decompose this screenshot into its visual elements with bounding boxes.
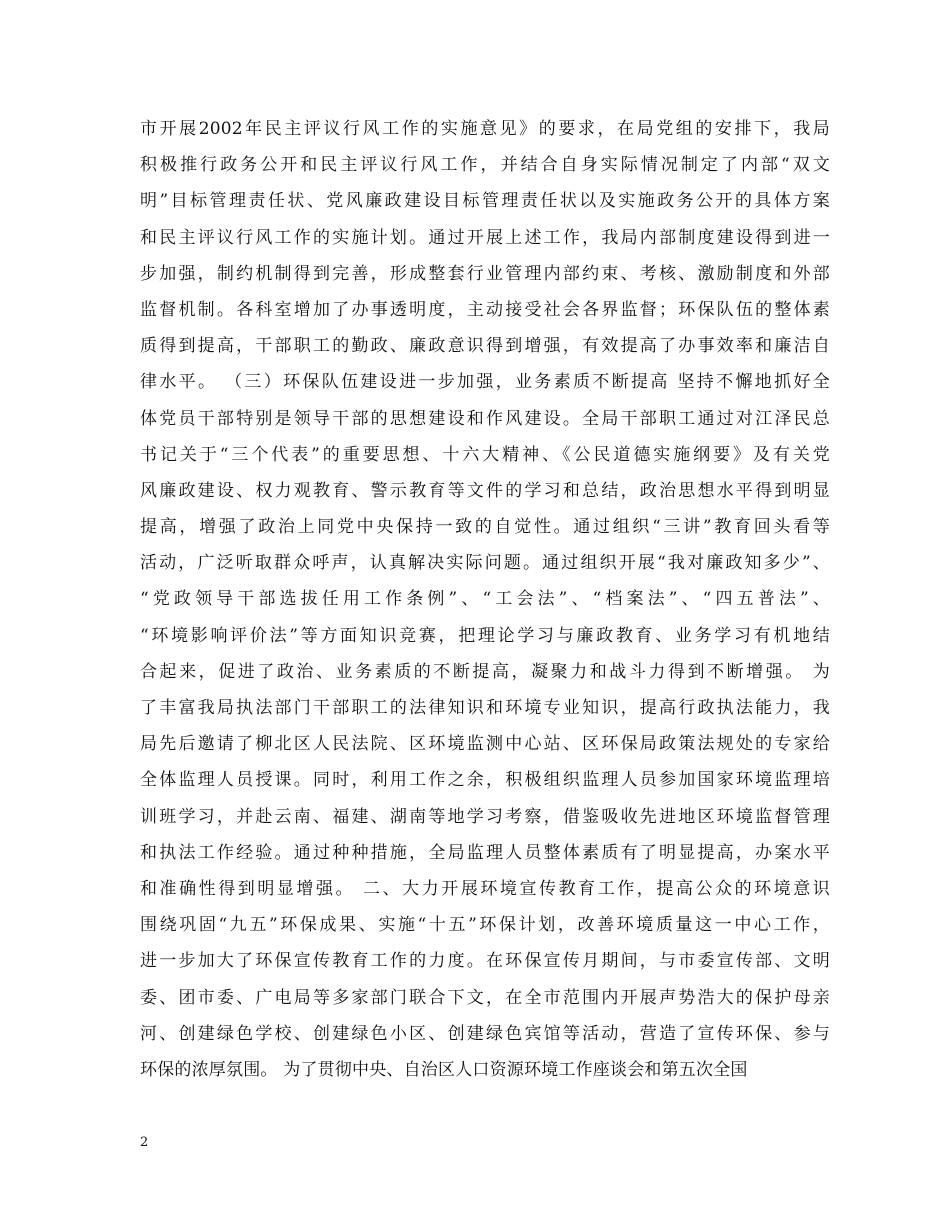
text-line: 和执法工作经验。通过种种措施，全局监理人员整体素质有了明显提高，办案水平 [140,842,830,863]
text-line: 活动，广泛听取群众呼声，认真解决实际问题。通过组织开展“我对廉政知多少”、 [140,553,830,574]
text-line: 市开展2002年民主评议行风工作的实施意见》的要求，在局党组的安排下，我局 [140,119,830,139]
text-line: 全体监理人员授课。同时，利用工作之余，积极组织监理人员参加国家环境监理培 [140,770,830,791]
text-line: 了丰富我局执法部门干部职工的法律知识和环境专业知识，提高行政执法能力，我 [140,698,830,718]
text-line: “环境影响评价法”等方面知识竞赛，把理论学习与廉政教育、业务学习有机地结 [140,625,830,646]
text-line: “党政领导干部选拔任用工作条例”、“工会法”、“档案法”、“四五普法”、 [140,589,830,610]
text-line: 围绕巩固“九五”环保成果、实施“十五”环保计划，改善环境质量这一中心工作， [140,915,830,936]
text-line: 步加强，制约机制得到完善，形成整套行业管理内部约束、考核、激励制度和外部 [140,263,830,284]
text-line: 体党员干部特别是领导干部的思想建设和作风建设。全局干部职工通过对江泽民总 [140,408,830,429]
text-line: 和民主评议行风工作的实施计划。通过开展上述工作，我局内部制度建设得到进一 [140,227,830,248]
text-line: 明”目标管理责任状、党风廉政建设目标管理责任状以及实施政务公开的具体方案 [140,191,830,212]
text-line: 委、团市委、广电局等多家部门联合下文，在全市范围内开展声势浩大的保护母亲 [140,987,830,1008]
page-number: 2 [140,1135,149,1150]
text-line: 进一步加大了环保宣传教育工作的力度。在环保宣传月期间，与市委宣传部、文明 [140,951,830,972]
text-line: 律水平。 （三）环保队伍建设进一步加强，业务素质不断提高 坚持不懈地抓好全 [140,372,830,393]
text-line: 河、创建绿色学校、创建绿色小区、创建绿色宾馆等活动，营造了宣传环保、参与 [140,1023,830,1044]
text-line: 环保的浓厚氛围。 为了贯彻中央、自治区人口资源环境工作座谈会和第五次全国 [140,1059,748,1080]
text-line: 积极推行政务公开和民主评议行风工作，并结合自身实际情况制定了内部“双文 [140,155,830,176]
text-line: 局先后邀请了柳北区人民法院、区环境监测中心站、区环保局政策法规处的专家给 [140,734,830,755]
text-line: 风廉政建设、权力观教育、警示教育等文件的学习和总结，政治思想水平得到明显 [140,480,830,501]
text-line: 监督机制。各科室增加了办事透明度，主动接受社会各界监督；环保队伍的整体素 [140,299,830,320]
text-line: 提高，增强了政治上同党中央保持一致的自觉性。通过组织“三讲”教育回头看等 [140,517,830,538]
text-line: 合起来，促进了政治、业务素质的不断提高，凝聚力和战斗力得到不断增强。 为 [140,661,830,682]
text-line: 和准确性得到明显增强。 二、大力开展环境宣传教育工作，提高公众的环境意识 [140,878,830,899]
body-text [140,111,830,1088]
text-line: 质得到提高，干部职工的勤政、廉政意识得到增强，有效提高了办事效率和廉洁自 [140,336,830,357]
text-line: 训班学习，并赴云南、福建、湖南等地学习考察，借鉴吸收先进地区环境监督管理 [140,806,830,827]
text-line: 书记关于“三个代表”的重要思想、十六大精神、《公民道德实施纲要》及有关党 [140,444,830,465]
